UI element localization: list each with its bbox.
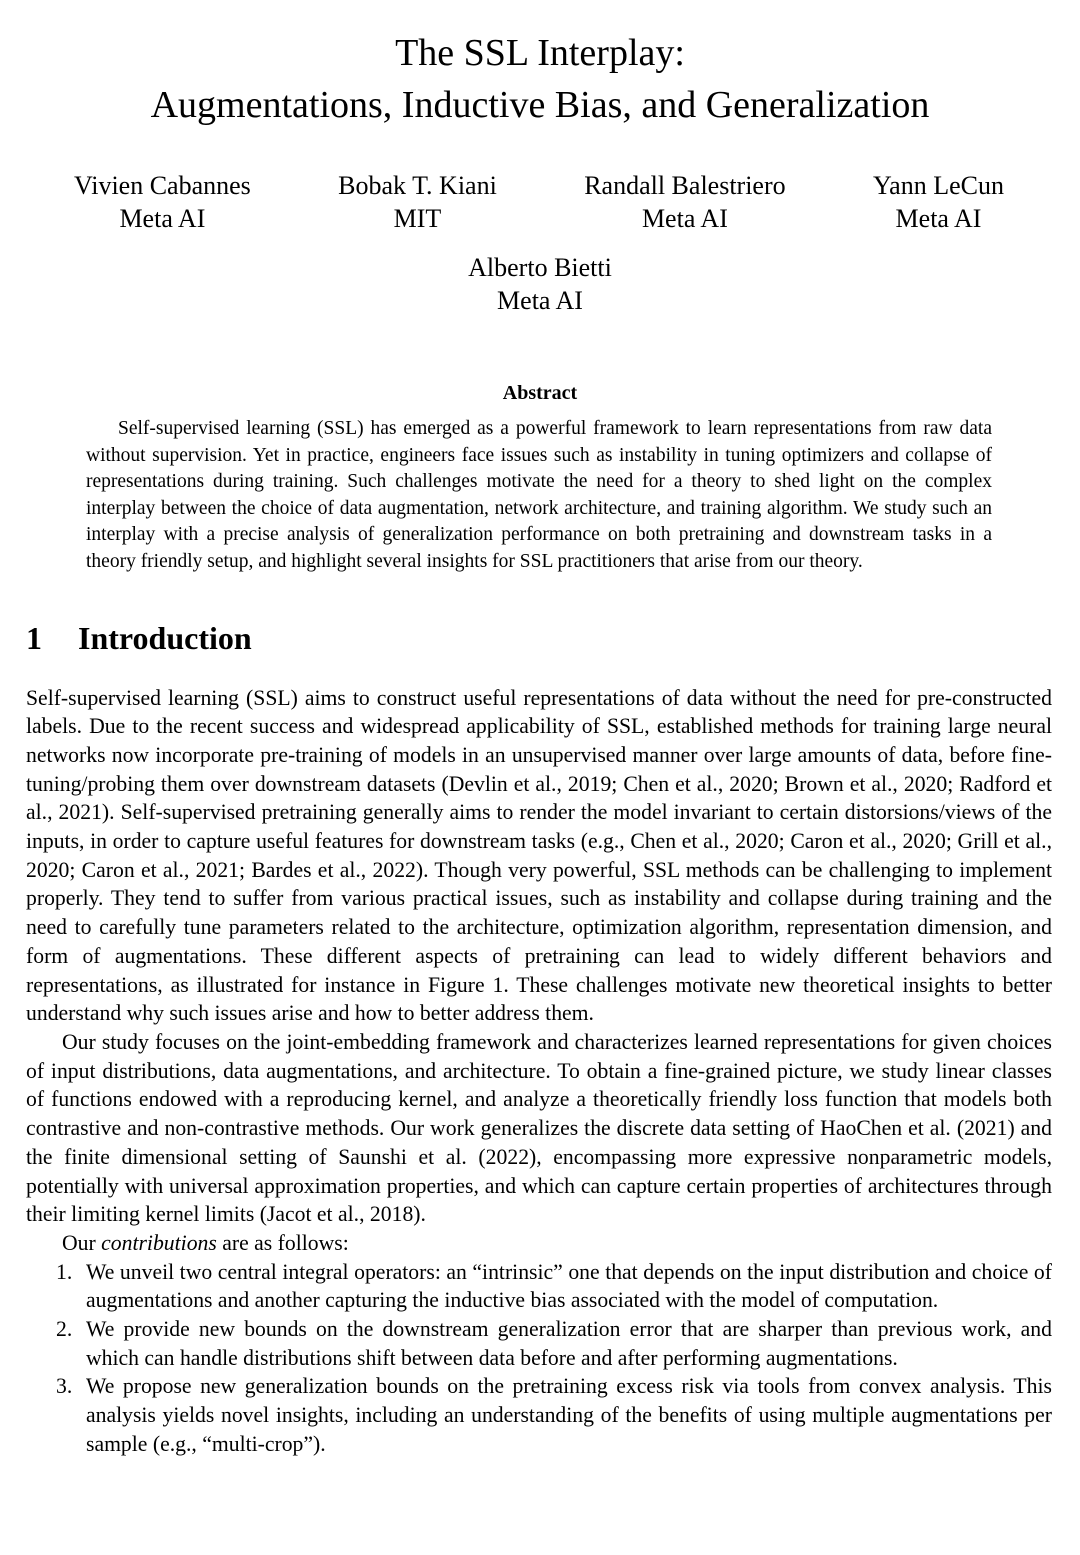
intro-paragraph-1: Self-supervised learning (SSL) aims to construct useful representations of data without the need for pre-constructed labels. Due to the recent success and widespread applicability of SSL, established methods for training large neural networks now incorporate pre-training of models in an unsupervised manner over large amounts of data, before fine-tuning/probing them over downstream datasets (Devlin et al., 2019; Chen et al., 2020; Brown et al., 2020; Radford et al., 2021). Self-supervised pretraining generally aims to render the model invariant to certain distorsions/views of the inputs, in order to capture useful features for downstream tasks (e.g., Chen et al., 2020; Caron et al., 2020; Grill et al., 2020; Caron et al., 2021; Bardes et al., 2022). Though very powerful, SSL methods can be challenging to implement properly. They tend to suffer from various practical issues, such as instability and collapse during training and the need to carefully tune parameters related to the architecture, optimization algorithm, representation dimension, and form of augmentations. These different aspects of pretraining can lead to widely different behaviors and representations, as illustrated for instance in Figure 1. These challenges motivate new theoretical insights to better understand why such issues arise and how to better address them. [26, 685, 1052, 1026]
contributions-list [26, 1258, 1052, 1459]
paper-title [0, 0, 1080, 131]
author-block [0, 251, 1080, 317]
contrib-prefix: Our [62, 1230, 96, 1255]
author-block [584, 169, 785, 235]
section-number: 1 [26, 619, 42, 656]
author-affiliation: Meta AI [895, 204, 982, 233]
list-item-text: We propose new generalization bounds on the pretraining excess risk via tools from convex analysis. This analysis yields novel insights, including an understanding of the benefits of using multiple augmentations per sample (e.g., “multi-crop”). [86, 1374, 1052, 1456]
paper-title-line-1: The SSL Interplay: [395, 32, 685, 74]
author-block [74, 169, 251, 235]
author-affiliation: Meta AI [641, 204, 728, 233]
author-block [873, 169, 1004, 235]
list-marker: 1. [56, 1259, 73, 1284]
author-name: Alberto Bietti [468, 253, 612, 282]
list-item [26, 1315, 1052, 1372]
introduction-body [26, 684, 1052, 1459]
author-row [74, 169, 1004, 235]
author-name: Vivien Cabannes [74, 171, 251, 200]
author-block [338, 169, 497, 235]
contributions-lead-in [26, 1229, 1052, 1258]
section-heading-introduction [26, 618, 1080, 658]
list-item [26, 1258, 1052, 1315]
contrib-suffix: are as follows: [222, 1230, 349, 1255]
list-marker: 3. [56, 1374, 73, 1399]
author-name: Bobak T. Kiani [338, 171, 497, 200]
list-marker: 2. [56, 1317, 73, 1342]
list-item [26, 1372, 1052, 1458]
abstract-text: Self-supervised learning (SSL) has emerged as a powerful framework to learn representations from raw data without supervision. Yet in practice, engineers face issues such as instability in tuning optimizers and collapse of representations during training. Such challenges motivate the need for a theory to shed light on the complex interplay between the choice of data augmentation, network architecture, and training algorithm. We study such an interplay with a precise analysis of generalization performance on both pretraining and downstream tasks in a theory friendly setup, and highlight several insights for SSL practitioners that arise from our theory. [86, 418, 992, 572]
paper-title-line-2: Augmentations, Inductive Bias, and Generalization [150, 84, 930, 126]
abstract-heading: Abstract [502, 382, 578, 404]
list-item-text: We unveil two central integral operators: an “intrinsic” one that depends on the input distribution and choice of augmentations and another capturing the inductive bias associated with the model of computation. [86, 1259, 1052, 1313]
author-affiliation: MIT [393, 204, 442, 233]
author-affiliation: Meta AI [497, 286, 583, 315]
author-affiliation: Meta AI [119, 204, 206, 233]
section-title: Introduction [78, 619, 252, 656]
list-item-text: We provide new bounds on the downstream generalization error that are sharper than previous work, and which can handle distributions shift between data before and after performing augmentations. [86, 1317, 1052, 1370]
intro-paragraph-2: Our study focuses on the joint-embedding framework and characterizes learned representations for given choices of input distributions, data augmentations, and architecture. To obtain a fine-grained picture, we study linear classes of functions endowed with a reproducing kernel, and analyze a theoretically friendly loss function that models both contrastive and non-contrastive methods. Our work generalizes the discrete data setting of HaoChen et al. (2021) and the finite dimensional setting of Saunshi et al. (2022), encompassing more expressive nonparametric models, potentially with universal approximation properties, and which can capture certain properties of architectures through their limiting kernel limits (Jacot et al., 2018). [26, 1030, 1052, 1227]
author-name: Yann LeCun [873, 171, 1004, 200]
contrib-emphasis: contributions [101, 1230, 217, 1255]
author-name: Randall Balestriero [584, 171, 786, 200]
